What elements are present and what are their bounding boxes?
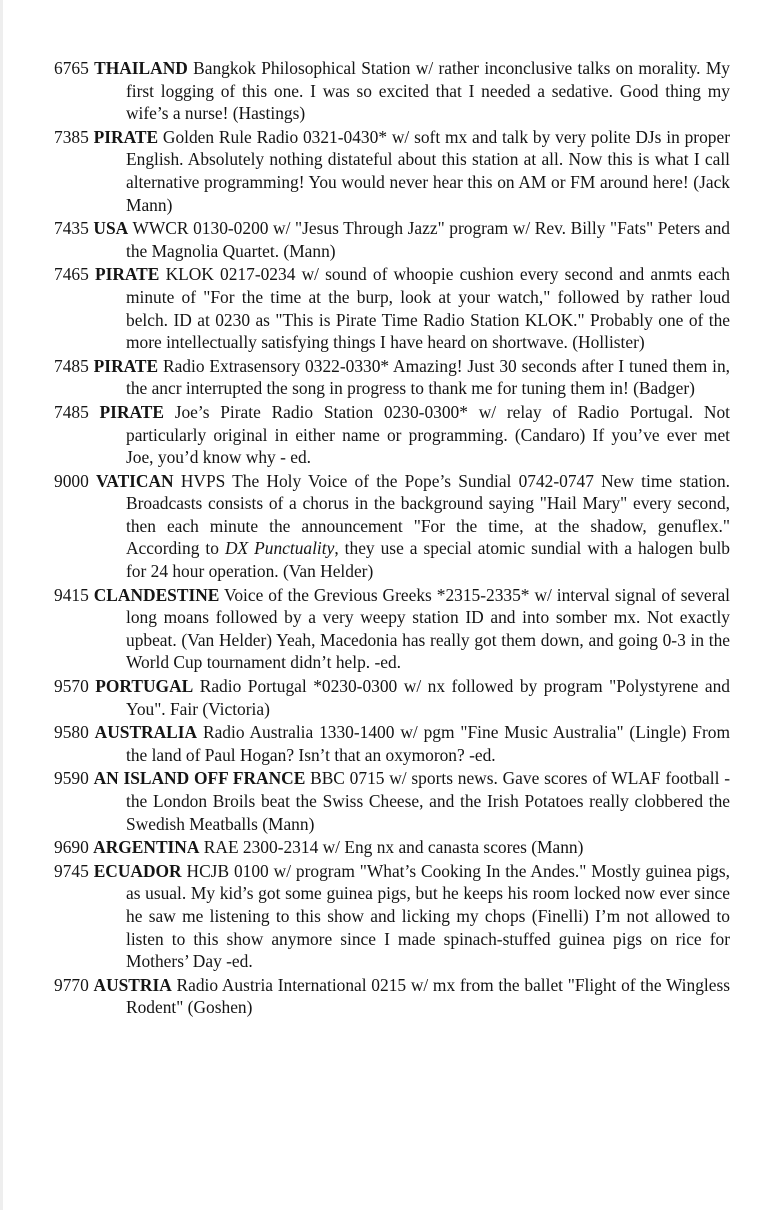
frequency: 7465 (54, 264, 89, 285)
frequency: 9580 (54, 722, 89, 743)
country: PIRATE (93, 355, 159, 376)
log-entry (44, 675, 730, 720)
log-entry (44, 57, 730, 125)
entry-text: HCJB 0100 w/ program "What’s Cooking In the Andes." Mostly guinea pigs, as usual. My kid’s got some guinea pigs, but he keeps his room locked now ever since he saw me listening to this show and licking my chops (Finelli) I’m not allowed to listen to this show anymore since I made spinach-stuffed guinea pigs on rice for Mothers’ Day -ed. (126, 860, 730, 972)
country: PORTUGAL (95, 676, 194, 697)
frequency: 7435 (54, 218, 89, 239)
frequency: 9570 (54, 676, 89, 697)
log-entry (44, 974, 730, 1019)
log-entry (44, 126, 730, 216)
frequency: 7485 (54, 355, 89, 376)
country: PIRATE (94, 264, 160, 285)
frequency: 7385 (54, 126, 89, 147)
entry-text: Joe’s Pirate Radio Station 0230-0300* w/ relay of Radio Portugal. Not particularly original in either name or programming. (Candaro) If you’ve ever met Joe, you’d know why - ed. (126, 401, 730, 468)
log-listing (44, 57, 730, 1019)
log-entry (44, 721, 730, 766)
entry-text: Radio Portugal *0230-0300 w/ nx followed by program "Polystyrene and You". Fair (Victoria) (126, 676, 730, 719)
log-entry (44, 860, 730, 973)
frequency: 9590 (54, 768, 89, 789)
entry-text: BBC 0715 w/ sports news. Gave scores of WLAF football - the London Broils beat the Swiss Cheese, and the Irish Potatoes really clobbered the Swedish Meatballs (Mann) (126, 768, 730, 834)
country: AN ISLAND OFF FRANCE (93, 768, 306, 789)
country: AUSTRIA (93, 974, 172, 995)
entry-text: Radio Extrasensory 0322-0330* Amazing! Just 30 seconds after I tuned them in, the ancr interrupted the song in progress to thank me for tuning them in! (Badger) (126, 355, 730, 399)
entry-text: Voice of the Grevious Greeks *2315-2335* w/ interval signal of several long moans followed by a very weepy station ID and into somber mx. Not exactly upbeat. (Van Helder) Yeah, Macedonia has really got them down, and going 0-3 in the World Cup tournament didn’t help. -ed. (126, 584, 730, 673)
entry-text: Bangkok Philosophical Station w/ rather inconclusive talks on morality. My first logging of this one. I was so excited that I needed a sedative. Good thing my wife’s a nurse! (Hastings) (126, 58, 730, 124)
entry-text: Golden Rule Radio 0321-0430* w/ soft mx and talk by very polite DJs in proper English. Absolutely nothing distateful about this station at all. Now this is what I call alternative programming! You would never hear this on AM or FM around here! (Jack Mann) (126, 126, 730, 215)
frequency: 7485 (54, 401, 89, 422)
country: PIRATE (99, 401, 164, 422)
log-entry (44, 263, 730, 353)
log-entry (44, 355, 730, 400)
entry-text: WWCR 0130-0200 w/ "Jesus Through Jazz" program w/ Rev. Billy "Fats" Peters and the Magnolia Quartet. (Mann) (126, 218, 730, 261)
country: PIRATE (93, 126, 159, 147)
country: ARGENTINA (93, 837, 200, 858)
frequency: 9770 (54, 974, 89, 995)
entry-text: RAE 2300-2314 w/ Eng nx and canasta scores (Mann) (199, 837, 584, 858)
entry-text: KLOK 0217-0234 w/ sound of whoopie cushion every second and anmts each minute of "For the time at the burp, look at your watch," followed by rather loud belch. ID at 0230 as "This is Pirate Time Radio Station KLOK." Probably one of the more intellectually satisfying things I have heard on shortwave. (Hollister) (126, 264, 730, 353)
country: VATICAN (95, 470, 174, 491)
frequency: 9000 (54, 470, 89, 491)
entry-text: Radio Austria International 0215 w/ mx from the ballet "Flight of the Wingless Rodent" (Goshen) (126, 974, 730, 1018)
country: THAILAND (94, 58, 188, 78)
frequency: 9415 (54, 584, 89, 605)
country: AUSTRALIA (94, 722, 198, 743)
log-entry (44, 217, 730, 262)
log-entry (44, 470, 730, 583)
log-entry (44, 767, 730, 835)
country: CLANDESTINE (93, 584, 220, 605)
country: USA (93, 218, 129, 239)
log-entry (44, 401, 730, 469)
entry-text: Radio Australia 1330-1400 w/ pgm "Fine Music Australia" (Lingle) From the land of Paul Hogan? Isn’t that an oxymoron? -ed. (126, 722, 730, 765)
frequency: 9690 (54, 837, 89, 858)
log-entry (44, 836, 730, 859)
publication-title: DX Punctuality (224, 538, 335, 559)
log-entry (44, 584, 730, 674)
entry-text-continued: , they use a special atomic sundial with a halogen bulb for 24 hour operation. (Van Helder) (126, 538, 730, 582)
page-edge (0, 0, 3, 1210)
country: ECUADOR (93, 860, 182, 881)
frequency: 6765 (54, 58, 89, 78)
frequency: 9745 (54, 860, 89, 881)
entry-text: HVPS The Holy Voice of the Pope’s Sundial 0742-0747 New time station. Broadcasts consists of a chorus in the background saying "Hail Mary" every second, then each minute the announcement "For the time, at the shadow, genuflex." According to (126, 470, 730, 559)
